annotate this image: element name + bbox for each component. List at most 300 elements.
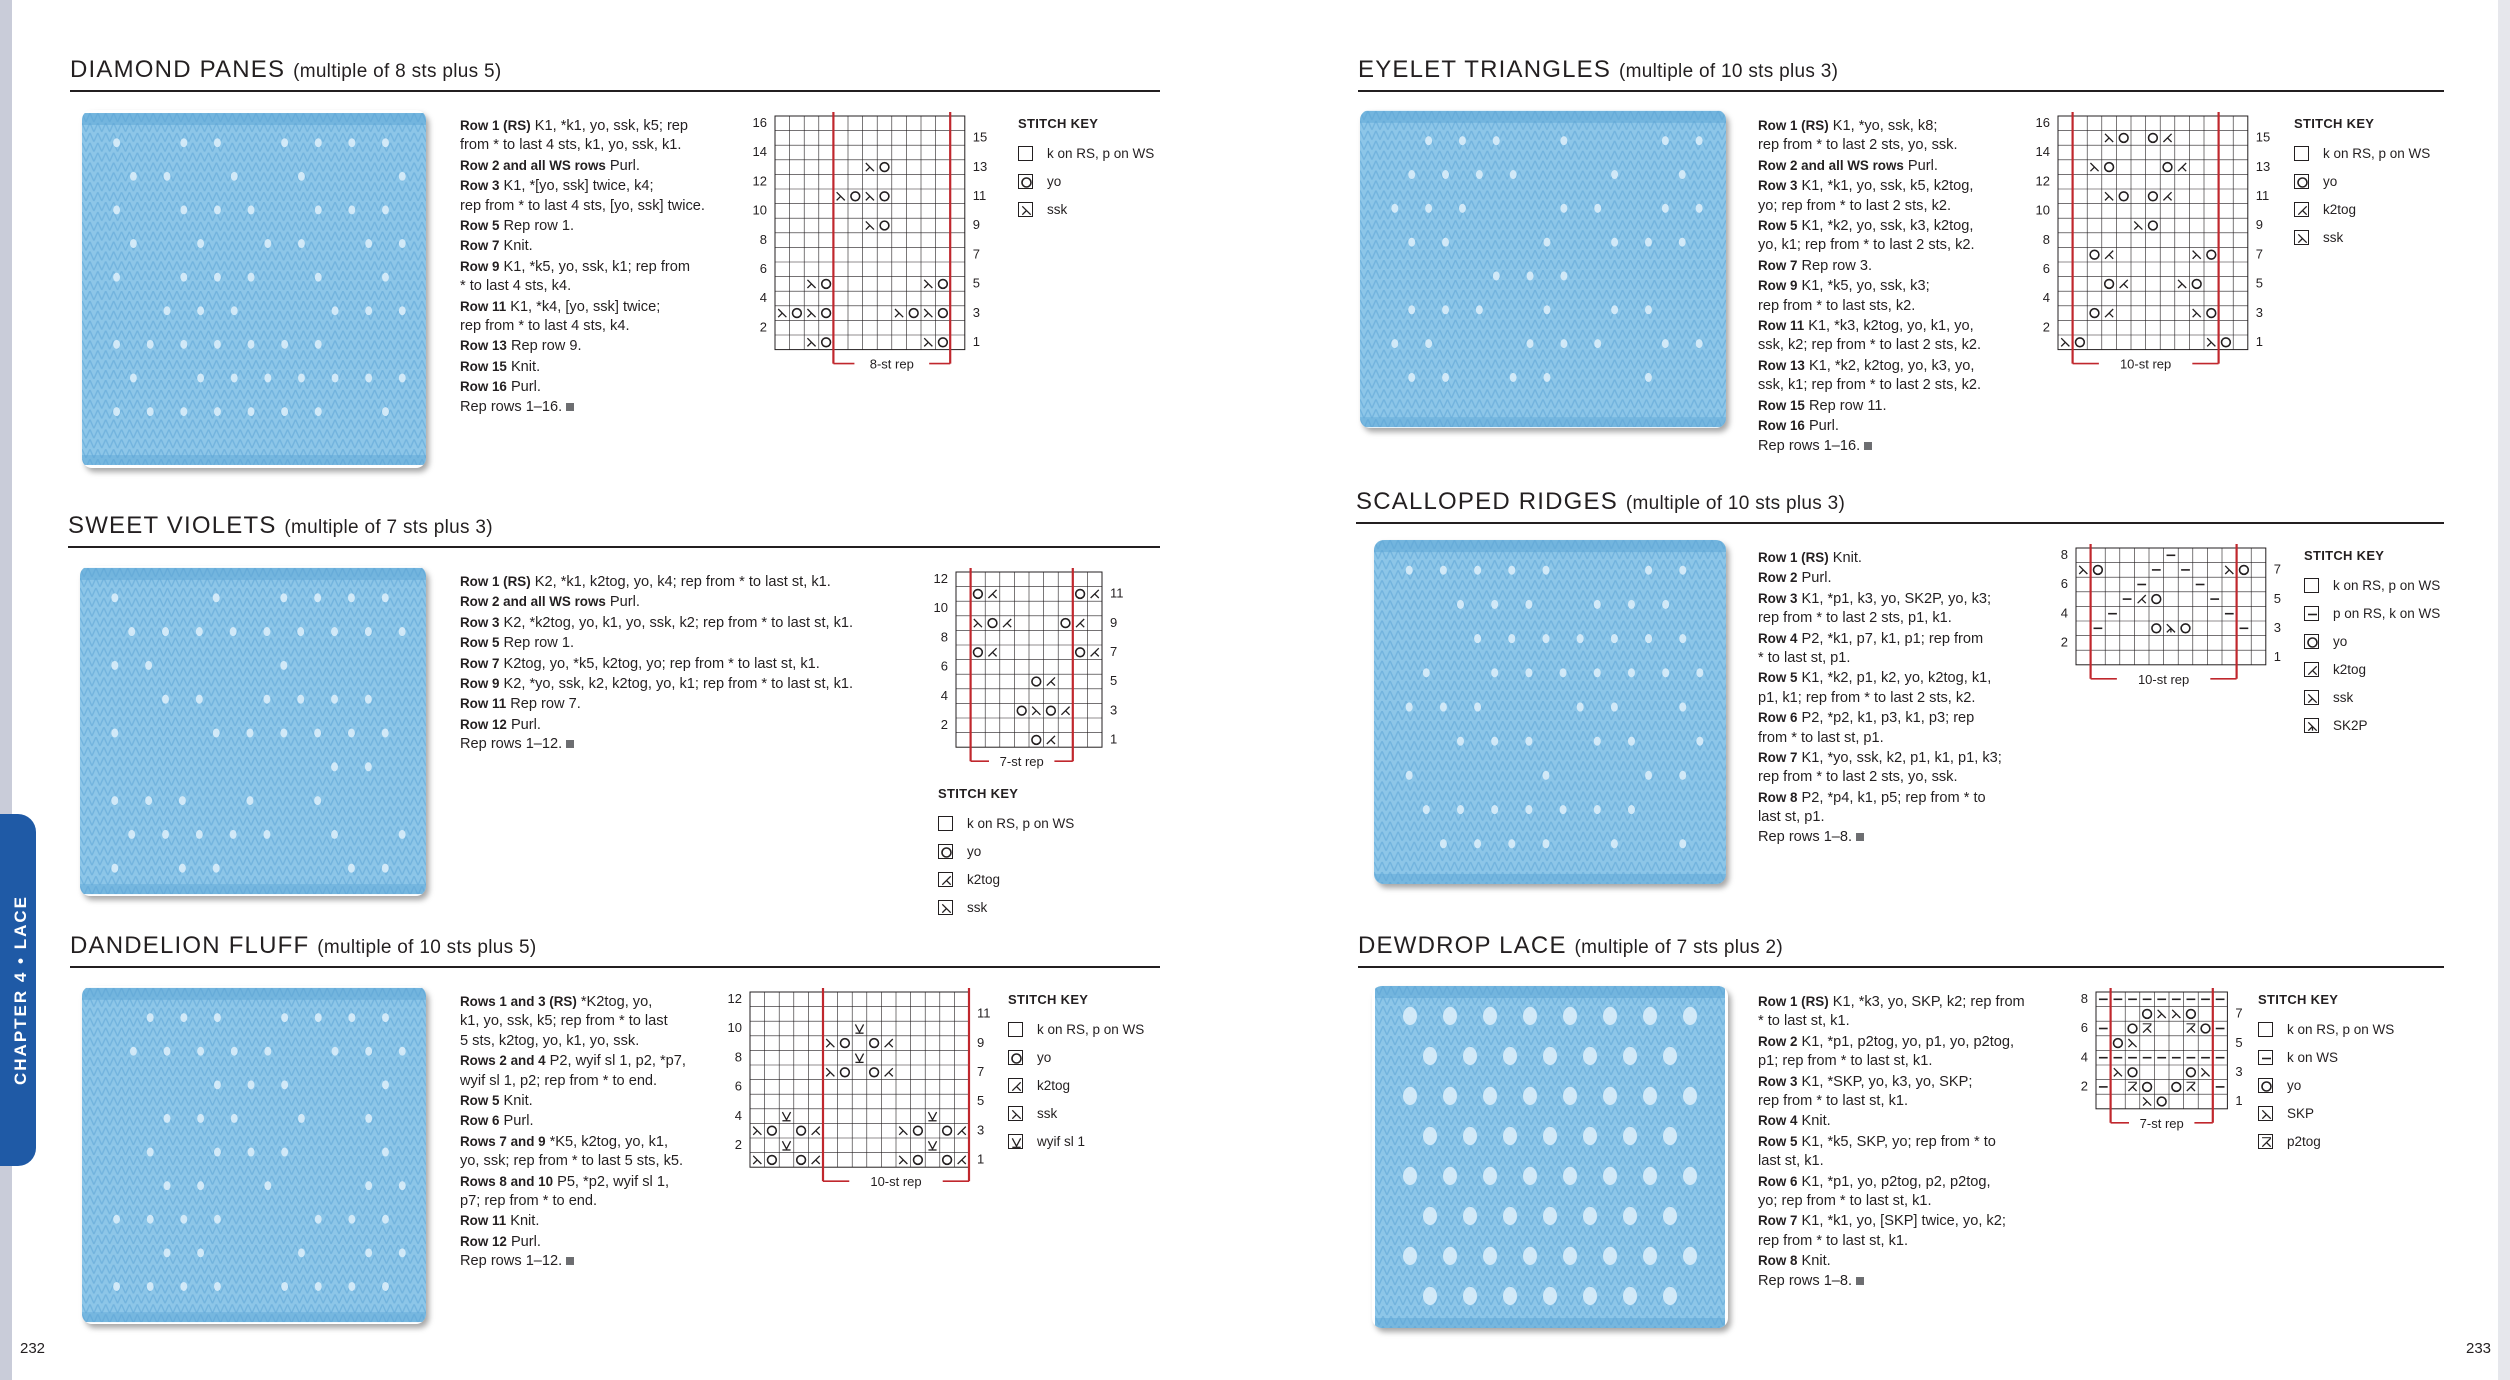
row-text: Knit.	[499, 1093, 533, 1110]
stitch-key-item	[1008, 1071, 1144, 1099]
stitch-key-label: k on RS, p on WS	[1037, 1021, 1145, 1037]
row-label: Row 7	[1758, 1213, 1798, 1229]
row-text: rep from * to last 2 sts, p1, k1.	[1758, 610, 1952, 627]
row-text: K1, *SKP, yo, k3, yo, SKP;	[1797, 1073, 1973, 1090]
end-square-icon	[566, 403, 574, 411]
row-label: Row 9	[460, 676, 500, 692]
chart-row-number: 5	[2235, 1034, 2243, 1050]
row-label: Row 1 (RS)	[1758, 118, 1829, 133]
row-text: Purl.	[506, 379, 541, 396]
chart-row-number: 2	[2060, 634, 2068, 650]
chart-row-number: 3	[2273, 619, 2282, 635]
instruction-row	[1758, 437, 1981, 456]
ssk-symbol-icon	[938, 900, 953, 915]
section-rule	[1358, 90, 2444, 92]
stitch-key-item	[2294, 223, 2430, 251]
row-text: K1, *k3, yo, SKP, k2; rep from	[1828, 994, 2025, 1010]
chart-row-number: 7	[977, 1063, 985, 1079]
instruction-row	[1758, 768, 2002, 787]
instruction-row	[460, 633, 853, 653]
k-symbol-icon	[1018, 146, 1033, 161]
row-label: Row 3	[1758, 1073, 1798, 1089]
end-square-icon	[566, 1257, 574, 1265]
stitch-key	[938, 786, 1074, 921]
row-text: rep from * to last 4 sts, [yo, ssk] twice.	[460, 197, 705, 214]
row-text: K1, *k2, k2tog, yo, k3, yo,	[1804, 357, 1975, 374]
instruction-row	[1758, 788, 2002, 808]
chapter-tab-label: CHAPTER 4 • LACE	[11, 894, 30, 1086]
row-text: Knit.	[1797, 1113, 1831, 1130]
section-title	[70, 56, 502, 84]
chart-row-number: 11	[977, 1005, 991, 1021]
section-rule	[70, 90, 1160, 92]
row-text: K1, *p1, p2tog, yo, p1, yo, p2tog,	[1797, 1033, 2015, 1050]
row-text: K1, *p1, yo, p2tog, p2, p2tog,	[1797, 1173, 1991, 1190]
swatch-photo	[82, 110, 426, 468]
instruction-row	[460, 572, 853, 592]
row-text: P2, *p2, k1, p3, k1, p3; rep	[1797, 710, 1975, 727]
chart-row-number: 8	[734, 1049, 742, 1065]
row-label: Row 6	[1758, 710, 1798, 726]
row-text: rep from * to last sts, k2.	[1758, 297, 1916, 314]
instruction-row	[1758, 1032, 2025, 1052]
instruction-row	[460, 236, 705, 256]
stitch-key-item	[2304, 599, 2440, 627]
pattern-instructions	[460, 572, 853, 755]
stitch-key-item	[2294, 167, 2430, 195]
chart-row-number: 4	[759, 290, 767, 306]
stitch-chart	[2026, 116, 2280, 390]
instruction-row	[1758, 729, 2002, 748]
section-multiple: (multiple of 7 sts plus 2)	[1574, 937, 1783, 958]
chart-row-number: 15	[972, 129, 988, 145]
row-text: rep from * to last 4 sts, k4.	[460, 318, 630, 335]
stitch-key-label: k on RS, p on WS	[967, 815, 1075, 831]
row-text: Rep rows 1–12.	[460, 1253, 563, 1270]
k-symbol-icon	[2304, 578, 2319, 593]
row-text: Knit.	[1828, 550, 1862, 566]
instruction-row	[1758, 808, 2002, 827]
instruction-row	[1758, 116, 1981, 136]
chart-row-number: 8	[759, 231, 767, 247]
instruction-row	[1758, 649, 2002, 668]
row-text: from * to last st, p1.	[1758, 729, 1884, 746]
page-number-right: 233	[2466, 1340, 2492, 1357]
k2tog-symbol-icon	[938, 872, 953, 887]
instruction-row	[1758, 748, 2002, 768]
stitch-key-label: k2tog	[1037, 1077, 1071, 1093]
chart-row-number: 9	[2255, 217, 2264, 233]
stitch-key-title: STITCH KEY	[1018, 116, 1099, 131]
instruction-row	[1758, 1152, 2025, 1171]
sl-symbol-icon	[1008, 1134, 1023, 1149]
chart-row-number: 16	[2035, 114, 2050, 130]
instruction-row	[460, 1192, 686, 1211]
row-label: Row 8	[1758, 1253, 1798, 1269]
pattern-instructions	[1758, 992, 2025, 1291]
pattern-instructions	[1758, 548, 2002, 847]
section-title-text: SCALLOPED RIDGES	[1356, 488, 1618, 515]
ssk-symbol-icon	[2304, 690, 2319, 705]
instruction-row	[1758, 548, 2002, 568]
section-title-text: EYELET TRIANGLES	[1358, 56, 1612, 83]
instruction-row	[1758, 1052, 2025, 1071]
row-label: Row 2 and all WS rows	[1758, 157, 1904, 173]
section-title	[1356, 488, 1845, 516]
chart-row-number: 5	[2273, 590, 2282, 606]
chart-row-number: 5	[2255, 275, 2264, 291]
chart-row-number: 11	[972, 187, 987, 203]
stitch-key-label: k on RS, p on WS	[2333, 577, 2441, 593]
row-text: K1, *k1, yo, ssk, k5, k2tog,	[1797, 178, 1974, 195]
chart-row-number: 9	[972, 217, 981, 233]
yo-symbol-icon	[2304, 634, 2319, 649]
instruction-row	[460, 336, 705, 356]
row-text: K1, *k5, SKP, yo; rep from * to	[1797, 1133, 1996, 1150]
row-text: P2, *p4, k1, p5; rep from * to	[1797, 789, 1986, 806]
row-text: Purl.	[1804, 418, 1839, 435]
instruction-row	[1758, 416, 1981, 436]
chart-row-number: 12	[752, 173, 767, 189]
stitch-key-title: STITCH KEY	[2258, 992, 2339, 1007]
instruction-row	[1758, 1132, 2025, 1152]
repeat-label: 8-st rep	[869, 356, 914, 372]
stitch-chart	[924, 572, 1134, 787]
section-rule	[1356, 522, 2444, 524]
row-text: Rep row 11.	[1804, 397, 1887, 414]
chart-row-number: 6	[759, 260, 767, 276]
stitch-key-label: yo	[967, 843, 982, 859]
row-text: K2, *k1, k2tog, yo, k4; rep from * to last st, k1.	[530, 574, 831, 590]
row-text: Rep rows 1–8.	[1758, 828, 1853, 845]
stitch-key-title: STITCH KEY	[938, 786, 1019, 801]
stitch-key-item	[2304, 711, 2440, 739]
repeat-label: 10-st rep	[2137, 671, 2190, 687]
section-title-text: DIAMOND PANES	[70, 56, 286, 83]
chart-row-number: 1	[1110, 731, 1118, 747]
stitch-key-label: yo	[1037, 1049, 1052, 1065]
row-text: *K2tog, yo,	[576, 994, 653, 1010]
chart-row-number: 5	[1110, 673, 1118, 689]
instruction-row	[460, 654, 853, 674]
instruction-row	[1758, 156, 1981, 176]
instruction-row	[460, 735, 853, 754]
skp-symbol-icon	[2258, 1106, 2273, 1121]
instruction-row	[460, 1132, 686, 1152]
stitch-key-item	[1018, 195, 1154, 223]
stitch-key-label: k on RS, p on WS	[1047, 145, 1155, 161]
instruction-row	[460, 377, 705, 397]
row-label: Row 5	[1758, 670, 1798, 686]
instruction-row	[1758, 629, 2002, 649]
row-label: Row 13	[460, 338, 507, 354]
stitch-key-item	[2258, 1015, 2394, 1043]
row-text: rep from * to last st, k1.	[1758, 1093, 1909, 1110]
row-label: Row 2 and all WS rows	[460, 157, 606, 173]
instruction-row	[1758, 236, 1981, 255]
stitch-key-label: SK2P	[2333, 717, 2368, 733]
row-text: K1, *k2, yo, ssk, k3, k2tog,	[1797, 218, 1974, 235]
row-text: Purl.	[605, 157, 640, 174]
yo-symbol-icon	[938, 844, 953, 859]
stitch-key-item	[938, 809, 1074, 837]
chart-row-number: 2	[759, 319, 767, 335]
row-text: p1, k1; rep from * to last 2 sts, k2.	[1758, 689, 1976, 706]
row-label: Row 5	[460, 635, 500, 651]
row-label: Row 6	[460, 1113, 500, 1129]
instruction-row	[460, 1252, 686, 1271]
row-text: Rep row 9.	[506, 338, 582, 355]
row-label: Row 9	[1758, 278, 1798, 294]
swatch-photo	[1372, 986, 1728, 1328]
instruction-row	[460, 136, 705, 155]
row-label: Row 4	[1758, 630, 1798, 646]
row-text: K2tog, yo, *k5, k2tog, yo; rep from * to last st, k1.	[499, 655, 820, 672]
row-text: Purl.	[506, 716, 541, 733]
section-multiple: (multiple of 10 sts plus 3)	[1618, 61, 1839, 82]
repeat-label: 10-st rep	[2119, 356, 2172, 372]
row-label: Row 3	[1758, 590, 1798, 606]
row-text: ssk, k2; rep from * to last 2 sts, k2.	[1758, 337, 1982, 354]
row-label: Row 7	[460, 655, 500, 671]
row-text: K1, *k4, [yo, ssk] twice;	[506, 298, 661, 315]
stitch-key	[1008, 992, 1144, 1155]
stitch-key-label: k on WS	[2287, 1049, 2339, 1065]
stitch-key-label: p on RS, k on WS	[2333, 605, 2441, 621]
row-text: last st, k1.	[1758, 1153, 1824, 1170]
instruction-row	[1758, 356, 1981, 376]
chart-row-number: 2	[2080, 1078, 2088, 1094]
stitch-key-item	[1008, 1127, 1144, 1155]
swatch-photo	[1374, 540, 1726, 884]
stitch-key-label: wyif sl 1	[1037, 1133, 1086, 1149]
chart-row-number: 5	[972, 275, 981, 291]
end-square-icon	[1856, 1277, 1864, 1285]
chart-row-number: 3	[972, 304, 981, 320]
row-label: Row 2	[1758, 570, 1798, 586]
row-text: Purl.	[605, 594, 640, 611]
stitch-key-label: ssk	[1037, 1105, 1058, 1121]
chart-row-number: 2	[940, 716, 948, 732]
stitch-key-item	[938, 837, 1074, 865]
row-text: Purl.	[499, 1113, 534, 1130]
row-text: Rep row 3.	[1797, 257, 1873, 274]
instruction-row	[1758, 708, 2002, 728]
chart-row-number: 8	[2080, 990, 2088, 1006]
row-text: yo; rep from * to last st, k1.	[1758, 1193, 1932, 1210]
chart-row-number: 14	[2035, 144, 2050, 160]
row-text: from * to last 4 sts, k1, yo, ssk, k1.	[460, 137, 682, 154]
chart-row-number: 9	[1110, 614, 1118, 630]
instruction-row	[1758, 297, 1981, 316]
pattern-instructions	[460, 116, 705, 417]
row-label: Row 7	[1758, 750, 1798, 766]
instruction-row	[1758, 1232, 2025, 1251]
chart-row-number: 2	[2042, 319, 2050, 335]
instruction-row	[1758, 668, 2002, 688]
stitch-key-item	[2258, 1127, 2394, 1155]
row-text: * to last st, k1.	[1758, 1013, 1850, 1030]
instruction-row	[460, 176, 705, 196]
section-multiple: (multiple of 7 sts plus 3)	[284, 517, 493, 538]
chart-row-number: 7	[2273, 561, 2282, 577]
row-text: P2, wyif sl 1, p2, *p7,	[545, 1053, 686, 1070]
chart-row-number: 4	[2080, 1049, 2088, 1065]
instruction-row	[1758, 136, 1981, 155]
instruction-row	[1758, 176, 1981, 196]
row-label: Row 16	[460, 379, 507, 395]
instruction-row	[460, 1091, 686, 1111]
chart-row-number: 7	[2255, 246, 2264, 262]
row-label: Row 3	[1758, 178, 1798, 194]
row-text: K1, *yo, ssk, k8;	[1828, 118, 1938, 134]
chart-row-number: 1	[977, 1151, 985, 1167]
stitch-key-item	[1018, 139, 1154, 167]
instruction-row	[460, 257, 705, 277]
page-number-left: 232	[20, 1340, 46, 1357]
row-label: Row 7	[460, 238, 500, 254]
instruction-row	[1758, 1172, 2025, 1192]
instruction-row	[460, 674, 853, 694]
row-label: Row 9	[460, 258, 500, 274]
row-text: * to last st, p1.	[1758, 650, 1851, 667]
chart-row-number: 15	[2255, 129, 2271, 145]
section-rule	[70, 966, 1160, 968]
stitch-key-item	[1008, 1099, 1144, 1127]
right-page-edge	[2498, 0, 2510, 1380]
chart-row-number: 10	[752, 202, 767, 218]
stitch-key-item	[2258, 1043, 2394, 1071]
row-text: rep from * to last st, k1.	[1758, 1232, 1909, 1249]
instruction-row	[460, 398, 705, 417]
instruction-row	[460, 197, 705, 216]
instruction-row	[460, 317, 705, 336]
instruction-row	[460, 1232, 686, 1252]
row-label: Row 11	[460, 1213, 507, 1229]
k2tog-symbol-icon	[1008, 1078, 1023, 1093]
row-label: Row 12	[460, 1233, 507, 1249]
row-text: K1, *k5, yo, ssk, k1; rep from	[499, 258, 691, 275]
row-label: Rows 1 and 3 (RS)	[460, 994, 577, 1009]
instruction-row	[460, 1172, 686, 1192]
instruction-row	[460, 1152, 686, 1171]
row-label: Row 1 (RS)	[1758, 994, 1829, 1009]
chart-row-number: 1	[2273, 649, 2282, 665]
stitch-chart	[2064, 992, 2259, 1149]
instruction-row	[460, 592, 853, 612]
chart-row-number: 6	[2080, 1020, 2088, 1036]
row-text: Rep rows 1–12.	[460, 736, 563, 753]
section-rule	[68, 546, 1160, 548]
instruction-row	[1758, 1111, 2025, 1131]
row-label: Rows 8 and 10	[460, 1173, 554, 1189]
section-title	[1358, 56, 1838, 84]
instruction-row	[1758, 1012, 2025, 1031]
instruction-row	[1758, 568, 2002, 588]
stitch-key-item	[938, 865, 1074, 893]
row-label: Row 15	[460, 358, 507, 374]
stitch-key-label: ssk	[2323, 229, 2344, 245]
chart-row-number: 4	[734, 1107, 742, 1123]
pattern-instructions	[460, 992, 686, 1272]
row-label: Row 15	[1758, 397, 1805, 413]
k-symbol-icon	[1008, 1022, 1023, 1037]
row-label: Row 4	[1758, 1113, 1798, 1129]
row-label: Row 5	[460, 1093, 500, 1109]
row-label: Row 3	[460, 178, 500, 194]
instruction-row	[1758, 316, 1981, 336]
stitch-key-title: STITCH KEY	[1008, 992, 1089, 1007]
instruction-row	[460, 1211, 686, 1231]
row-label: Row 12	[460, 716, 507, 732]
row-text: rep from * to last 2 sts, yo, ssk.	[1758, 769, 1958, 786]
stitch-chart	[718, 992, 1001, 1207]
ssk-symbol-icon	[1008, 1106, 1023, 1121]
stitch-key-item	[1008, 1043, 1144, 1071]
row-label: Row 1 (RS)	[1758, 550, 1829, 565]
row-text: K1, *k3, k2tog, yo, k1, yo,	[1804, 318, 1974, 335]
row-label: Rows 7 and 9	[460, 1133, 546, 1149]
chart-row-number: 1	[2235, 1093, 2243, 1109]
stitch-key-item	[2304, 627, 2440, 655]
row-text: 5 sts, k2tog, yo, k1, yo, ssk.	[460, 1032, 640, 1049]
chart-row-number: 7	[972, 246, 981, 262]
ssk-symbol-icon	[2294, 230, 2309, 245]
row-label: Row 5	[1758, 218, 1798, 234]
instruction-row	[460, 1111, 686, 1131]
chart-row-number: 1	[972, 333, 981, 349]
chart-row-number: 11	[1110, 585, 1124, 601]
instruction-row	[1758, 1251, 2025, 1271]
instruction-row	[460, 694, 853, 714]
p2tog-symbol-icon	[2258, 1134, 2273, 1149]
instruction-row	[1758, 256, 1981, 276]
left-page-edge	[0, 0, 12, 1380]
instruction-row	[1758, 1211, 2025, 1231]
chart-row-number: 8	[2042, 231, 2050, 247]
row-label: Row 11	[460, 696, 507, 712]
row-text: Rep row 1.	[499, 218, 575, 235]
stitch-key-item	[1018, 167, 1154, 195]
stitch-key	[1018, 116, 1154, 223]
stitch-key-label: ssk	[1047, 201, 1068, 217]
swatch-photo	[80, 566, 426, 896]
row-text: rep from * to last 2 sts, yo, ssk.	[1758, 137, 1958, 154]
end-square-icon	[1864, 442, 1872, 450]
yo-symbol-icon	[2294, 174, 2309, 189]
row-text: * to last 4 sts, k4.	[460, 278, 572, 295]
stitch-chart	[743, 116, 997, 390]
section-title-text: DEWDROP LACE	[1358, 932, 1567, 959]
chart-row-number: 3	[2255, 304, 2264, 320]
chart-row-number: 7	[2235, 1005, 2243, 1021]
instruction-row	[1758, 689, 2002, 708]
chart-row-number: 8	[2060, 546, 2068, 562]
stitch-key-item	[2304, 655, 2440, 683]
instruction-row	[1758, 197, 1981, 216]
k-symbol-icon	[2258, 1022, 2273, 1037]
instruction-row	[460, 156, 705, 176]
row-label: Row 13	[1758, 357, 1805, 373]
stitch-key-label: k2tog	[967, 871, 1001, 887]
end-square-icon	[566, 740, 574, 748]
stitch-key-label: k on RS, p on WS	[2323, 145, 2431, 161]
row-label: Row 5	[1758, 1133, 1798, 1149]
repeat-label: 7-st rep	[999, 754, 1044, 770]
row-text: yo, k1; rep from * to last 2 sts, k2.	[1758, 237, 1975, 254]
section-title	[1358, 932, 1783, 960]
stitch-key-label: k2tog	[2333, 661, 2367, 677]
